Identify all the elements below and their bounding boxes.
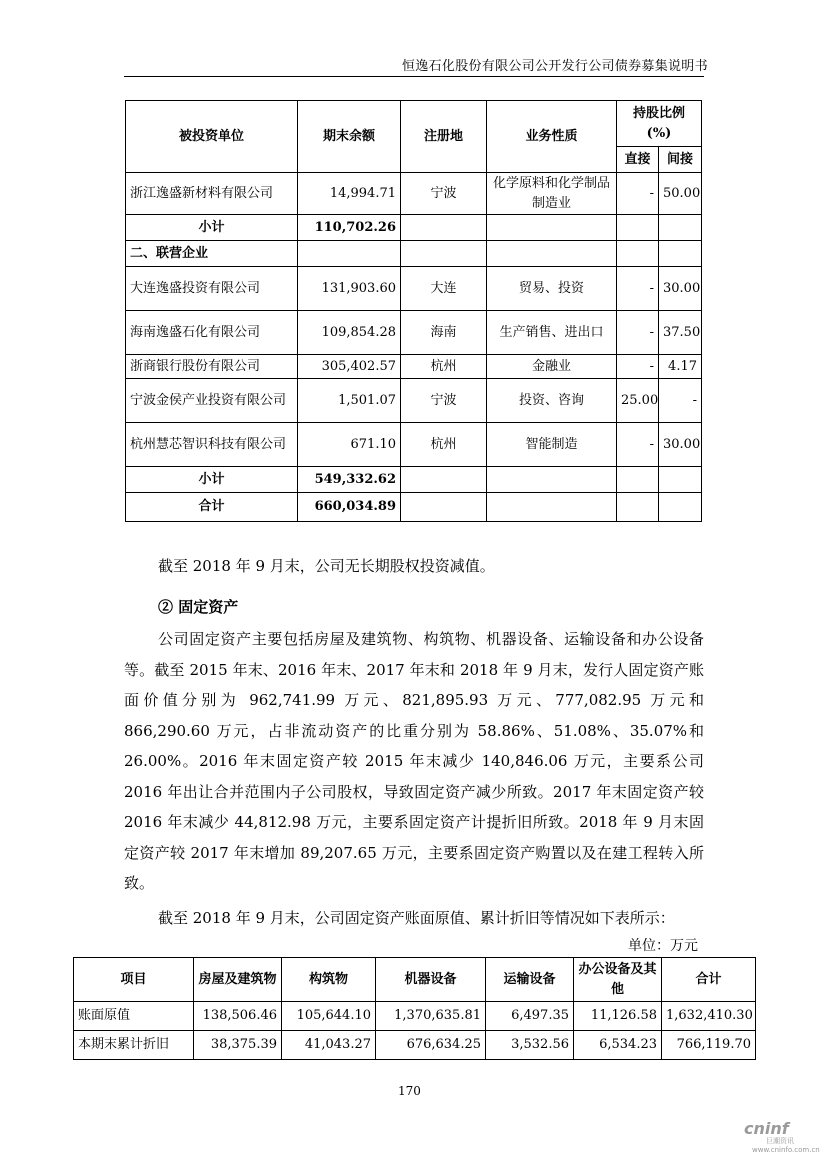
value-cell: 6,497.35 [486, 1002, 574, 1031]
column-header: 机器设备 [376, 958, 486, 1002]
table-intro: 截至 2018 年 9 月末，公司固定资产账面原值、累计折旧等情况如下表所示： [158, 909, 675, 927]
registered-place: 海南 [401, 311, 487, 355]
column-header: 运输设备 [486, 958, 574, 1002]
subtotal-amount: 660,034.89 [298, 493, 401, 522]
investee-name: 杭州慧芯智识科技有限公司 [126, 423, 298, 467]
value-cell: 6,534.23 [574, 1031, 662, 1060]
table-row [74, 1031, 756, 1060]
empty-cell [617, 467, 659, 493]
subtotal-label: 合计 [126, 493, 298, 522]
column-header: 构筑物 [282, 958, 376, 1002]
header-direct: 直接 [617, 147, 659, 173]
unit-label: 单位：万元 [628, 938, 698, 954]
investee-name: 大连逸盛投资有限公司 [126, 267, 298, 311]
empty-cell [401, 215, 487, 241]
business-type: 智能制造 [487, 423, 617, 467]
row-label: 本期末累计折旧 [74, 1031, 194, 1060]
value-cell: 105,644.10 [282, 1002, 376, 1031]
value-cell: 3,532.56 [486, 1031, 574, 1060]
investee-name: 浙江逸盛新材料有限公司 [126, 173, 298, 215]
direct-ratio: - [617, 355, 659, 379]
value-cell: 766,119.70 [662, 1031, 756, 1060]
empty-cell [487, 467, 617, 493]
page-number: 170 [398, 1084, 421, 1098]
empty-cell [617, 493, 659, 522]
balance-amount: 305,402.57 [298, 355, 401, 379]
value-cell: 11,126.58 [574, 1002, 662, 1031]
fixed-assets-paragraph: 公司固定资产主要包括房屋及建筑物、构筑物、机器设备、运输设备和办公设备等。截至 2015 年末、2016 年末、2017 年末和 2018 年 9 月末，发行人固定资产账面价值分别为 962,741.99 万元、821,895.93 万元、777,082.95 万元和 866,290.60 万元，占非流动资产的比重分别为 58.86%、51.08%、35.07%和 26.00%。2016 年末固定资产较 2015 年末减少 140,846.06 万元，主要系公司 2016 年出让合并范围内子公司股权，导致固定资产减少所致。2017 年末固定资产较 2016 年末减少 44,812.98 万元，主要系固定资产计提折旧所致。2018 年 9 月末固定资产较 2017 年末增加 89,207.65 万元，主要系固定资产购置以及在建工程转入所致。 [124, 630, 704, 892]
business-type: 化学原料和化学制品制造业 [487, 173, 617, 215]
business-type: 投资、咨询 [487, 379, 617, 423]
empty-cell [617, 215, 659, 241]
empty-cell [659, 215, 702, 241]
header-ratio: 持股比例(%) [617, 101, 702, 147]
document-header: 恒逸石化股份有限公司公开发行公司债券募集说明书 [402, 59, 708, 74]
table-row [126, 355, 702, 379]
business-type: 金融业 [487, 355, 617, 379]
empty-cell [487, 215, 617, 241]
empty-cell [487, 493, 617, 522]
indirect-ratio: - [659, 379, 702, 423]
logo-brand: cninf [744, 1119, 789, 1138]
empty-cell [401, 241, 487, 267]
investee-name: 宁波金侯产业投资有限公司 [126, 379, 298, 423]
value-cell: 138,506.46 [194, 1002, 282, 1031]
value-cell: 676,634.25 [376, 1031, 486, 1060]
balance-amount: 109,854.28 [298, 311, 401, 355]
table-row [126, 267, 702, 311]
subtotal-row [126, 215, 702, 241]
registered-place: 杭州 [401, 423, 487, 467]
subtotal-row [126, 493, 702, 522]
column-header: 办公设备及其他 [574, 958, 662, 1002]
business-type: 生产销售、进出口 [487, 311, 617, 355]
indirect-ratio: 30.00 [659, 267, 702, 311]
investee-name: 浙商银行股份有限公司 [126, 355, 298, 379]
column-header: 项目 [74, 958, 194, 1002]
value-cell: 41,043.27 [282, 1031, 376, 1060]
registered-place: 杭州 [401, 355, 487, 379]
indirect-ratio: 37.50 [659, 311, 702, 355]
balance-amount: 1,501.07 [298, 379, 401, 423]
section-row [126, 241, 702, 267]
value-cell: 1,370,635.81 [376, 1002, 486, 1031]
balance-amount: 14,994.71 [298, 173, 401, 215]
balance-amount: 671.10 [298, 423, 401, 467]
business-type: 贸易、投资 [487, 267, 617, 311]
logo-cn: 巨潮资讯 [766, 1137, 794, 1145]
empty-cell [401, 493, 487, 522]
table-row [126, 311, 702, 355]
header-indirect: 间接 [659, 147, 702, 173]
fixed-assets-table [73, 957, 756, 1060]
empty-cell [659, 467, 702, 493]
column-header: 合计 [662, 958, 756, 1002]
header-amount: 期末余额 [298, 101, 401, 173]
header-unit: 被投资单位 [126, 101, 298, 173]
indirect-ratio: 30.00 [659, 423, 702, 467]
header-business: 业务性质 [487, 101, 617, 173]
table-row [74, 1002, 756, 1031]
direct-ratio: - [617, 173, 659, 215]
cninf-logo [744, 1119, 820, 1154]
empty-cell [401, 467, 487, 493]
investee-table [125, 100, 702, 522]
balance-amount: 131,903.60 [298, 267, 401, 311]
subtotal-amount: 549,332.62 [298, 467, 401, 493]
indirect-ratio: 50.00 [659, 173, 702, 215]
registered-place: 宁波 [401, 173, 487, 215]
table-row [126, 423, 702, 467]
section-label: 二、联营企业 [126, 241, 298, 267]
direct-ratio: - [617, 423, 659, 467]
empty-cell [298, 241, 401, 267]
row-label: 账面原值 [74, 1002, 194, 1031]
value-cell: 38,375.39 [194, 1031, 282, 1060]
section-title: ② 固定资产 [158, 598, 239, 616]
impairment-note: 截至 2018 年 9 月末，公司无长期股权投资减值。 [158, 557, 495, 575]
registered-place: 大连 [401, 267, 487, 311]
empty-cell [487, 241, 617, 267]
logo-url: www.cninfo.com.cn [752, 1146, 820, 1154]
subtotal-label: 小计 [126, 215, 298, 241]
header-place: 注册地 [401, 101, 487, 173]
column-header: 房屋及建筑物 [194, 958, 282, 1002]
subtotal-label: 小计 [126, 467, 298, 493]
investee-name: 海南逸盛石化有限公司 [126, 311, 298, 355]
empty-cell [659, 241, 702, 267]
header-rule [124, 76, 704, 77]
subtotal-amount: 110,702.26 [298, 215, 401, 241]
table-row [126, 173, 702, 215]
registered-place: 宁波 [401, 379, 487, 423]
direct-ratio: - [617, 311, 659, 355]
indirect-ratio: 4.17 [659, 355, 702, 379]
direct-ratio: 25.00 [617, 379, 659, 423]
empty-cell [617, 241, 659, 267]
value-cell: 1,632,410.30 [662, 1002, 756, 1031]
table-row [126, 379, 702, 423]
subtotal-row [126, 467, 702, 493]
empty-cell [659, 493, 702, 522]
direct-ratio: - [617, 267, 659, 311]
